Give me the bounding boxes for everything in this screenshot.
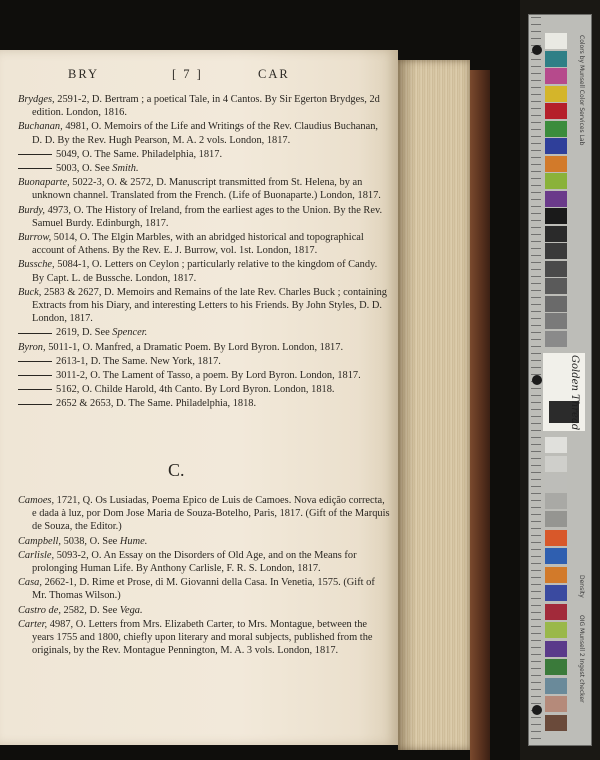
color-swatch [545,51,567,67]
color-swatch [545,641,567,657]
ditto-dash [18,154,52,155]
entry-heading: Burrow, [18,232,52,244]
entry-text: 4987, O. Letters from Mrs. Elizabeth Carter, to Mrs. Montague, between the years 1755 and 1800, chiefly upon literary and moral subjects, published from the originals, by the Rev. Montague Pennington, M. A. 3 vols. London, 1817. [32,618,373,657]
entry-text: 2582, D. See [60,604,120,616]
color-swatch [545,604,567,620]
entry-text: 2591-2, D. Bertram ; a poetical Tale, in 4 Cantos. By Sir Egerton Brydges, 2d edition. London, 1816. [32,94,380,119]
color-swatch [545,68,567,84]
entry-text: 5011-1, O. Manfred, a Dramatic Poem. By Lord Byron. London, 1817. [45,341,344,353]
color-swatch [545,715,567,731]
page-number: [ 7 ] [172,67,203,81]
entry-text: 5014, O. The Elgin Marbles, with an abridged historical and topographical account of Athens. By the Rev. E. J. Burrow, vol. 1st. London, 1817. [32,232,364,257]
entry-heading: Camoes, [18,495,55,506]
color-swatch [545,313,567,329]
entry-text: 5162, O. Childe Harold, 4th Canto. By Lord Byron. London, 1818. [56,384,335,396]
color-swatch [545,33,567,49]
target-label-bottom: OIG Munsell 2 Ingest checker [578,615,585,703]
catalog-entry [18,120,390,146]
color-swatch [545,173,567,189]
color-swatch [545,659,567,675]
color-swatch [545,261,567,277]
catalog-entry [18,341,390,354]
catalog-entry [18,162,390,175]
color-swatch [545,437,567,453]
color-swatch [545,121,567,137]
ditto-dash [18,168,52,169]
ditto-dash [18,361,52,362]
entry-heading: Buck, [18,286,42,298]
color-swatch [545,296,567,312]
entry-heading: Campbell, [18,535,62,547]
catalog-entry [18,549,390,575]
color-swatch [545,156,567,172]
book-spine [470,70,490,760]
catalog-entry [18,231,390,257]
color-swatch [545,191,567,207]
color-swatch [545,567,567,583]
gutter-shadow [398,60,416,750]
color-swatch [545,103,567,119]
entry-heading: Carter, [18,618,48,630]
catalog-entry [18,618,390,658]
running-head-right: CAR [258,67,290,81]
ditto-dash [18,404,52,405]
target-label-top: Colors by Munsell Color Services Lab [578,35,585,146]
color-swatch [545,530,567,546]
catalog-entry [18,397,390,410]
catalog-entry [18,148,390,161]
entry-heading: Carlisle, [18,549,55,561]
catalog-entry [18,494,390,534]
color-swatch [545,226,567,242]
color-swatch [545,622,567,638]
color-swatch [545,548,567,564]
entry-text: 5003, O. See [56,163,113,175]
catalog-entry [18,369,390,382]
color-swatch [545,243,567,259]
entry-heading: Buonaparte, [18,177,70,189]
see-reference: Smith. [112,163,139,175]
catalog-entry [18,355,390,368]
ditto-dash [18,333,52,334]
entries-c-section [18,494,390,658]
registration-dot [532,705,542,715]
color-swatch [545,474,567,490]
entry-text: 5038, O. See [61,535,120,547]
see-reference: Vega. [119,604,143,616]
target-label-density: Density [578,575,585,598]
color-swatch [545,678,567,694]
catalog-entry [18,576,390,602]
color-swatch [545,696,567,712]
entry-text: 2662-1, D. Rime et Prose, di M. Giovanni della Casa. In Venetia, 1575. (Gift of Mr. Thomas Wilson.) [32,577,375,602]
catalog-entry [18,604,390,617]
ditto-dash [18,389,52,390]
section-letter: C. [168,460,185,480]
color-swatch [545,585,567,601]
color-swatch [545,456,567,472]
color-swatch [545,493,567,509]
catalog-entry [18,93,390,119]
color-swatch [545,208,567,224]
entry-heading: Bussche, [18,259,55,271]
see-reference: Spencer. [112,327,148,339]
entry-text: 5022-3, O. & 2572, D. Manuscript transmitted from St. Helena, by an unknown channel. Translated from the French. (Life of Buonaparte.) London, 1817. [32,177,381,202]
entry-text: 4981, O. Memoirs of the Life and Writings of the Rev. Claudius Buchanan, D. D. By the Rev. Hugh Pearson, M. A. 2 vols. London, 1817. [32,121,379,146]
color-swatch [545,278,567,294]
catalog-entry [18,204,390,230]
entry-text: 5093-2, O. An Essay on the Disorders of Old Age, and on the Means for prolonging Human Life. By Anthony Carlisle, F. R. S. London, 1817. [32,549,357,575]
entry-text: 2583 & 2627, D. Memoirs and Remains of the late Rev. Charles Buck ; containing Extracts from his Diary, and interesting Letters to his Friends. By John Styles, D. D. London, 1817. [32,286,387,325]
entry-text: 4973, O. The History of Ireland, from the earliest ages to the Union. By the Rev. Samuel Burdy. Edinburgh, 1817. [32,204,383,229]
catalog-entry [18,176,390,202]
entry-heading: Brydges, [18,94,55,105]
catalog-entry [18,383,390,396]
entry-text: 5084-1, O. Letters on Ceylon ; particularly relative to the kingdom of Candy. By Capt. L. de Bussche. London, 1817. [32,259,378,284]
registration-dot [532,45,542,55]
entry-text: 2652 & 2653, D. The Same. Philadelphia, 1818. [56,398,257,410]
see-reference: Hume. [119,535,148,547]
running-head-left: BRY [68,67,100,81]
registration-dot [532,375,542,385]
catalog-entry [18,326,390,339]
color-swatch [545,138,567,154]
running-head [68,67,318,87]
color-swatch [545,86,567,102]
entries-b-section [18,93,390,412]
entry-heading: Buchanan, [18,121,63,133]
color-target [528,14,592,746]
ditto-dash [18,375,52,376]
entry-text: 3011-2, O. The Lament of Tasso, a poem. By Lord Byron. London, 1817. [56,370,361,382]
target-brand: Golden Thread [569,355,580,431]
entry-heading: Byron, [18,341,46,353]
entry-text: 2613-1, D. The Same. New York, 1817. [56,355,221,367]
entry-heading: Castro de, [18,604,61,616]
color-swatch [545,331,567,347]
color-swatch [545,511,567,527]
entry-heading: Burdy, [18,204,46,216]
catalog-entry [18,286,390,326]
catalog-entry [18,258,390,284]
entry-heading: Casa, [18,577,42,589]
entry-text: 5049, O. The Same. Philadelphia, 1817. [56,148,223,160]
catalog-entry [18,535,390,548]
entry-text: 1721, Q. Os Lusiadas, Poema Epico de Luis de Camoes. Nova edição correcta, e dada à luz, por Dom Jose Maria de Souza-Botelho, Paris, 1817. (Gift of the Marquis de Souza, the Editor.) [32,495,390,533]
entry-text: 2619, D. See [56,327,113,339]
